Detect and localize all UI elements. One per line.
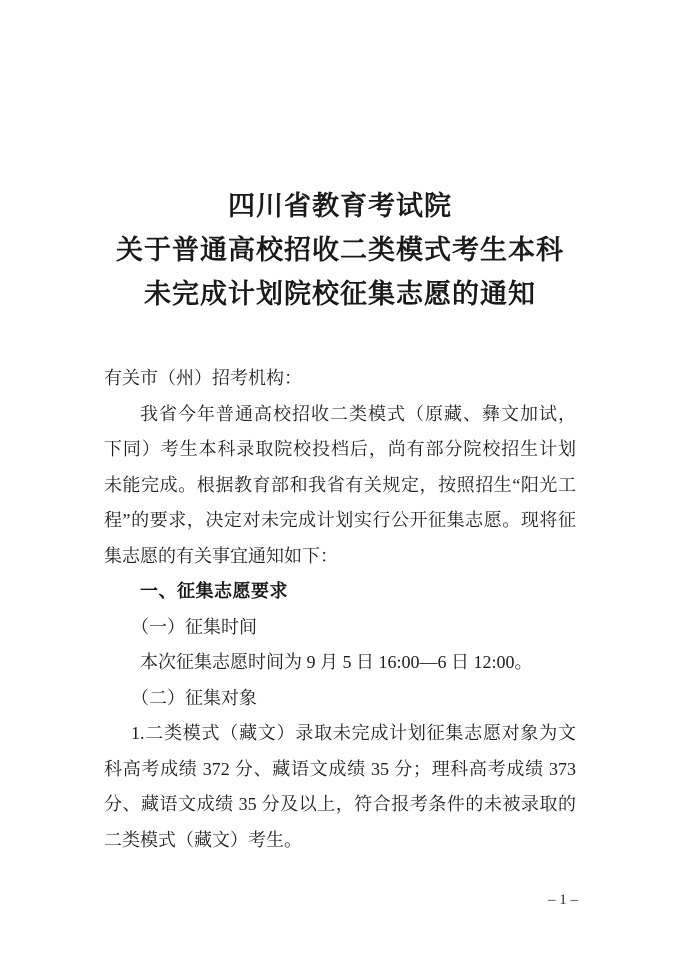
body-line: 分、藏语文成绩 35 分及以上，符合报考条件的未被录取的 [104,794,576,814]
body-subheading-target: （二）征集对象 [131,687,257,708]
body-line: 我省今年普通高校招收二类模式（原藏、彝文加试， [140,403,576,424]
body-section-heading: 一、征集志愿要求 [140,581,288,601]
body-line: 二类模式（藏文）考生。 [104,829,302,850]
title-line-subject-2: 未完成计划院校征集志愿的通知 [144,279,536,309]
title-line-issuer: 四川省教育考试院 [228,191,452,221]
body-line: 科高考成绩 372 分、藏语文成绩 35 分；理科高考成绩 373 [104,758,576,779]
body-line-salutation: 有关市（州）招考机构： [104,368,302,388]
body-line: 下同）考生本科录取院校投档后，尚有部分院校招生计划 [104,439,576,459]
body-line: 程”的要求，决定对未完成计划实行公开征集志愿。现将征 [104,510,576,530]
body-line-collection-time: 本次征集志愿时间为 9 月 5 日 16:00—6 日 12:00。 [140,652,533,672]
page-number: – 1 – [548,892,578,908]
body-line: 未能完成。根据教育部和我省有关规定，按照招生“阳光工 [104,474,576,495]
body-subheading-time: （一）征集时间 [131,616,257,637]
document-body [104,361,576,858]
body-line: 1.二类模式（藏文）录取未完成计划征集志愿对象为文 [131,723,576,743]
body-line: 集志愿的有关事宜通知如下： [104,545,338,566]
title-line-subject-1: 关于普通高校招收二类模式考生本科 [116,235,564,265]
document-title [0,184,680,316]
